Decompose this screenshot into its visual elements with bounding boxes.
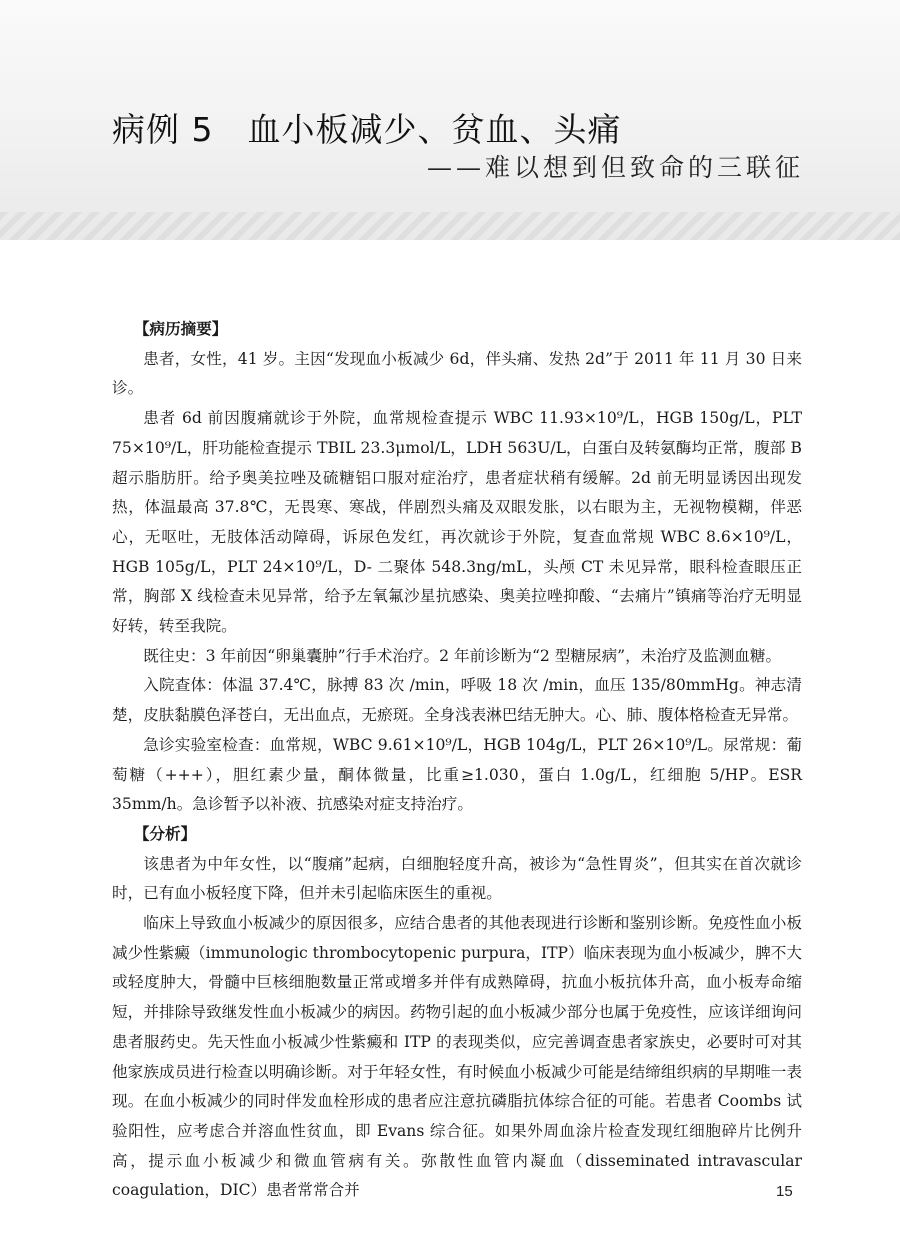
main-content [112,315,802,1206]
case-title [112,104,622,151]
paragraph: 临床上导致血小板减少的原因很多，应结合患者的其他表现进行诊断和鉴别诊断。免疫性血小板减少性紫癜（immunologic thrombocytopenic purpura，ITP）临床表现为血小板减少，脾不大或轻度肿大，骨髓中巨核细胞数量正常或增多并伴有成熟障碍，抗血小板抗体升高，血小板寿命缩短，并排除导致继发性血小板减少的病因。药物引起的血小板减少部分也属于免疫性，应该详细询问患者服药史。先天性血小板减少性紫癜和 ITP 的表现类似，应完善调查患者家族史，必要时可对其他家族成员进行检查以明确诊断。对于年轻女性，有时候血小板减少可能是结缔组织病的早期唯一表现。在血小板减少的同时伴发血栓形成的患者应注意抗磷脂抗体综合征的可能。若患者 Coombs 试验阳性，应考虑合并溶血性贫血，即 Evans 综合征。如果外周血涂片检查发现红细胞碎片比例升高，提示血小板减少和微血管病有关。弥散性血管内凝血（disseminated intravascular coagulation，DIC）患者常常合并 [112,914,802,1200]
paragraph: 入院查体：体温 37.4℃，脉搏 83 次 /min，呼吸 18 次 /min，血压 135/80mmHg。神志清楚，皮肤黏膜色泽苍白，无出血点，无瘀斑。全身浅表淋巴结无肿大。心、肺、腹体格检查无异常。 [112,676,802,725]
case-subtitle: ——难以想到但致命的三联征 [426,153,804,182]
paragraph: 患者 6d 前因腹痛就诊于外院，血常规检查提示 WBC 11.93×10⁹/L，HGB 150g/L，PLT 75×10⁹/L，肝功能检查提示 TBIL 23.3μmol/L，LDH 563U/L，白蛋白及转氨酶均正常，腹部 B 超示脂肪肝。给予奥美拉唑及硫糖铝口服对症治疗，患者症状稍有缓解。2d 前无明显诱因出现发热，体温最高 37.8℃，无畏寒、寒战，伴剧烈头痛及双眼发胀，以右眼为主，无视物模糊，伴恶心，无呕吐，无肢体活动障碍，诉尿色发红，再次就诊于外院，复查血常规 WBC 8.6×10⁹/L，HGB 105g/L，PLT 24×10⁹/L，D- 二聚体 548.3ng/mL，头颅 CT 未见异常，眼科检查眼压正常，胸部 X 线检查未见异常，给予左氧氟沙星抗感染、奥美拉唑抑酸、“去痛片”镇痛等治疗无明显好转，转至我院。 [112,409,802,636]
paragraph: 该患者为中年女性，以“腹痛”起病，白细胞轻度升高，被诊为“急性胃炎”，但其实在首次就诊时，已有血小板轻度下降，但并未引起临床医生的重视。 [112,854,802,903]
header-stripe-decoration [0,212,900,240]
case-title-text: 血小板减少、贫血、头痛 [247,110,622,149]
section-heading-analysis: 【分析】 [133,824,197,843]
paragraph: 既往史：3 年前因“卵巢囊肿”行手术治疗。2 年前诊断为“2 型糖尿病”，未治疗及监测血糖。 [143,646,782,665]
section-heading-history: 【病历摘要】 [133,320,228,338]
paragraph: 患者，女性，41 岁。主因“发现血小板减少 6d，伴头痛、发热 2d”于 2011 年 11 月 30 日来诊。 [112,349,802,398]
page-number: 15 [776,1183,793,1200]
paragraph: 急诊实验室检查：血常规，WBC 9.61×10⁹/L，HGB 104g/L，PLT 26×10⁹/L。尿常规：葡萄糖（+++），胆红素少量，酮体微量，比重≥1.030，蛋白 1.0g/L，红细胞 5/HP。ESR 35mm/h。急诊暂予以补液、抗感染对症支持治疗。 [112,735,802,814]
case-number: 病例 5 [112,110,214,149]
